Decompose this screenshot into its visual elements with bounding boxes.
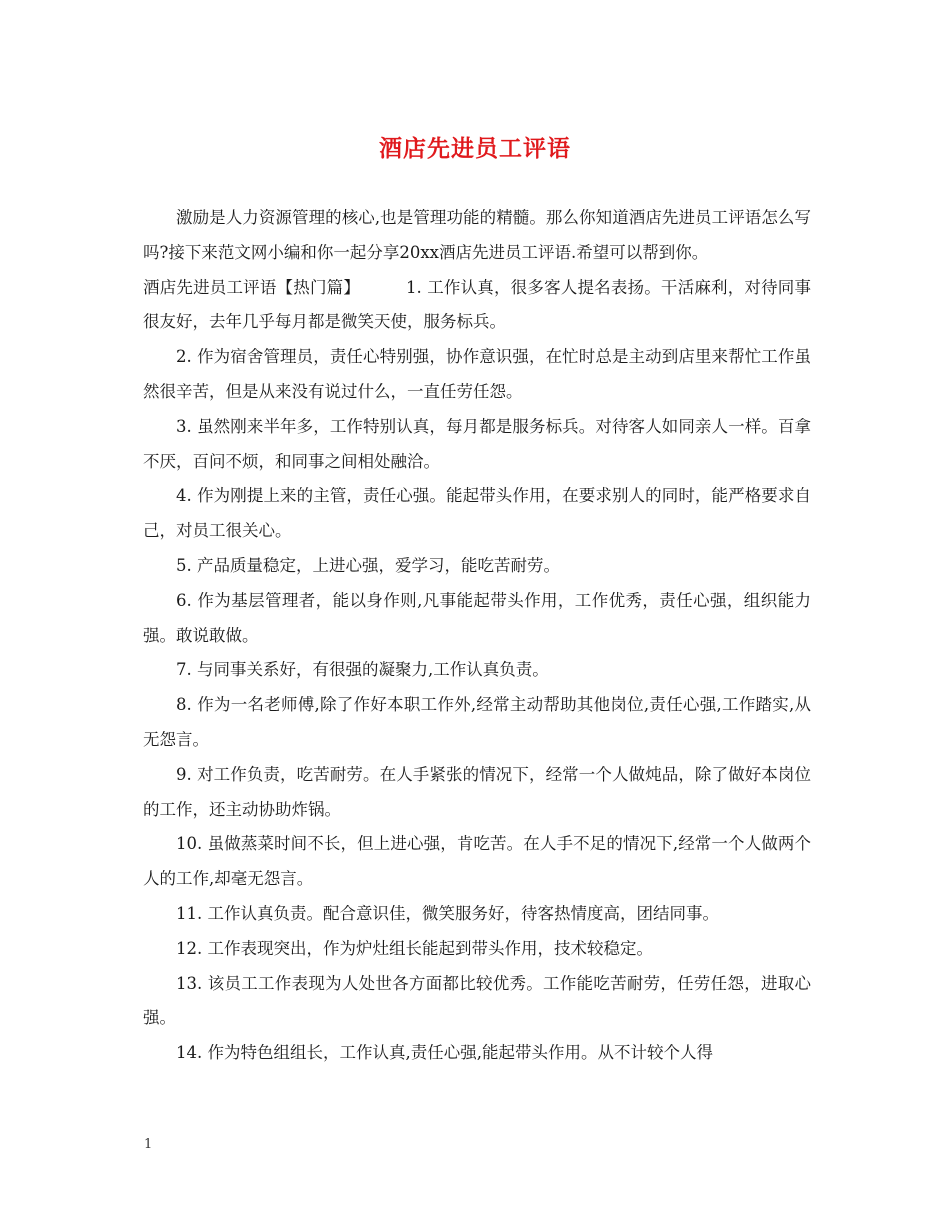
section-first-paragraph xyxy=(143,271,811,341)
list-item: 5. 产品质量稳定，上进心强，爱学习，能吃苦耐劳。 xyxy=(176,555,560,575)
list-item: 4. 作为刚提上来的主管，责任心强。能起带头作用，在要求别人的同时，能严格要求自己，对员工很关心。 xyxy=(143,486,811,541)
list-item: 13. 该员工工作表现为人处世各方面都比较优秀。工作能吃苦耐劳，任劳任怨，进取心强。 xyxy=(143,973,811,1028)
list-item: 6. 作为基层管理者，能以身作则,凡事能起带头作用，工作优秀，责任心强，组织能力强。敢说敢做。 xyxy=(143,590,811,645)
list-item: 1. 工作认真，很多客人提名表扬。干活麻利，对待同事很友好，去年几乎每月都是微笑天使，服务标兵。 xyxy=(143,277,811,332)
page-number: 1 xyxy=(144,1137,153,1152)
list-item: 11. 工作认真负责。配合意识佳，微笑服务好，待客热情度高，团结同事。 xyxy=(176,903,719,923)
list-item: 8. 作为一名老师傅,除了作好本职工作外,经常主动帮助其他岗位,责任心强,工作踏实,从无怨言。 xyxy=(143,695,811,749)
list-item: 10. 虽做蒸菜时间不长，但上进心强，肯吃苦。在人手不足的情况下,经常一个人做两个人的工作,却毫无怨言。 xyxy=(143,834,811,889)
list-item: 12. 工作表现突出，作为炉灶组长能起到带头作用，技术较稳定。 xyxy=(176,938,653,958)
list-item: 3. 虽然刚来半年多，工作特别认真，每月都是服务标兵。对待客人如同亲人一样。百拿不厌，百问不烦，和同事之间相处融洽。 xyxy=(143,416,811,471)
list-item: 7. 与同事关系好，有很强的凝聚力,工作认真负责。 xyxy=(176,660,549,680)
list-item: 9. 对工作负责，吃苦耐劳。在人手紧张的情况下，经常一个人做炖品，除了做好本岗位的工作，还主动协助炸锅。 xyxy=(143,764,811,819)
document-body xyxy=(143,201,811,1071)
intro-paragraph: 激励是人力资源管理的核心,也是管理功能的精髓。那么你知道酒店先进员工评语怎么写吗?接下来范文网小编和你一起分享20xx酒店先进员工评语.希望可以帮到你。 xyxy=(143,208,811,262)
list-item: 14. 作为特色组组长，工作认真,责任心强,能起带头作用。从不计较个人得 xyxy=(176,1043,713,1063)
section-heading: 酒店先进员工评语【热门篇】 xyxy=(143,277,361,297)
list-item: 2. 作为宿舍管理员，责任心特别强，协作意识强，在忙时总是主动到店里来帮忙工作虽然很辛苦，但是从来没有说过什么，一直任劳任怨。 xyxy=(143,347,811,401)
document-title: 酒店先进员工评语 xyxy=(379,135,571,162)
